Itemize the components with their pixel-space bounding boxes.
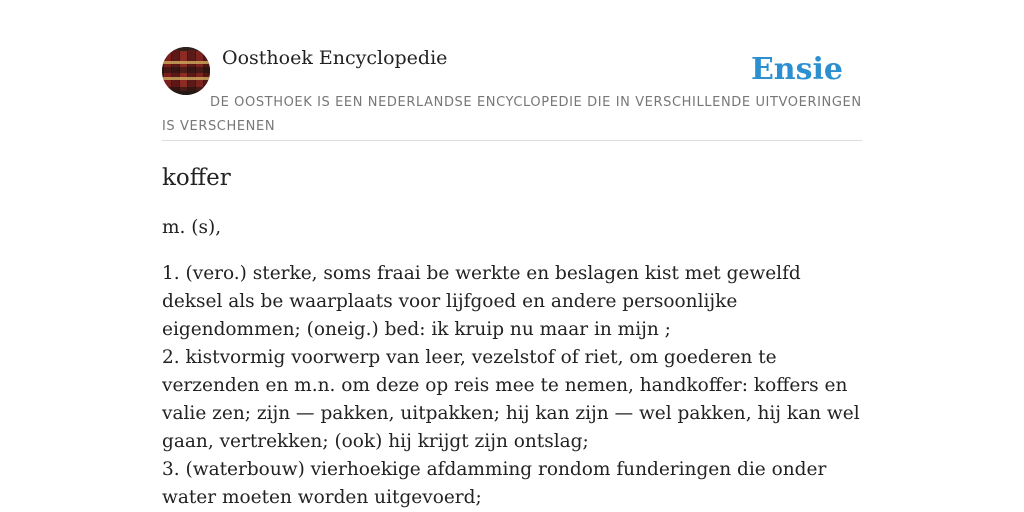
definition-item: 2. kistvormig voorwerp van leer, vezelstof of riet, om goederen te verzenden en m.n. om deze op reis mee te nemen, handkoffer: koffers en valie zen; zijn — pakken, uitpakken; hij kan zijn — wel pakken, hij kan wel gaan, vertrekken; (ook) hij krijgt zijn ontslag;: [162, 347, 860, 452]
site-header: [162, 46, 862, 141]
definition-item: 1. (vero.) sterke, soms fraai be werkte en beslagen kist met gewelfd deksel als be waarplaats voor lijfgoed en andere persoonlijke eigendommen; (oneig.) bed: ik kruip nu maar in mijn ;: [162, 263, 801, 340]
entry-definitions: [162, 260, 862, 512]
entry-term: koffer: [162, 165, 231, 191]
entry-content: [162, 162, 862, 512]
site-tagline: DE OOSTHOEK IS EEN NEDERLANDSE ENCYCLOPEDIE DIE IN VERSCHILLENDE UITVOERINGEN IS VERSCHENEN: [162, 95, 862, 134]
definition-item: 3. (waterbouw) vierhoekige afdamming rondom funderingen die onder water moeten worden uitgevoerd;: [162, 459, 827, 508]
site-name-link[interactable]: Oosthoek Encyclopedie: [222, 47, 448, 69]
encyclopedia-books-icon[interactable]: [162, 47, 210, 95]
entry-grammar: m. (s),: [162, 217, 222, 238]
brand-logo-link[interactable]: Ensie: [750, 52, 843, 87]
